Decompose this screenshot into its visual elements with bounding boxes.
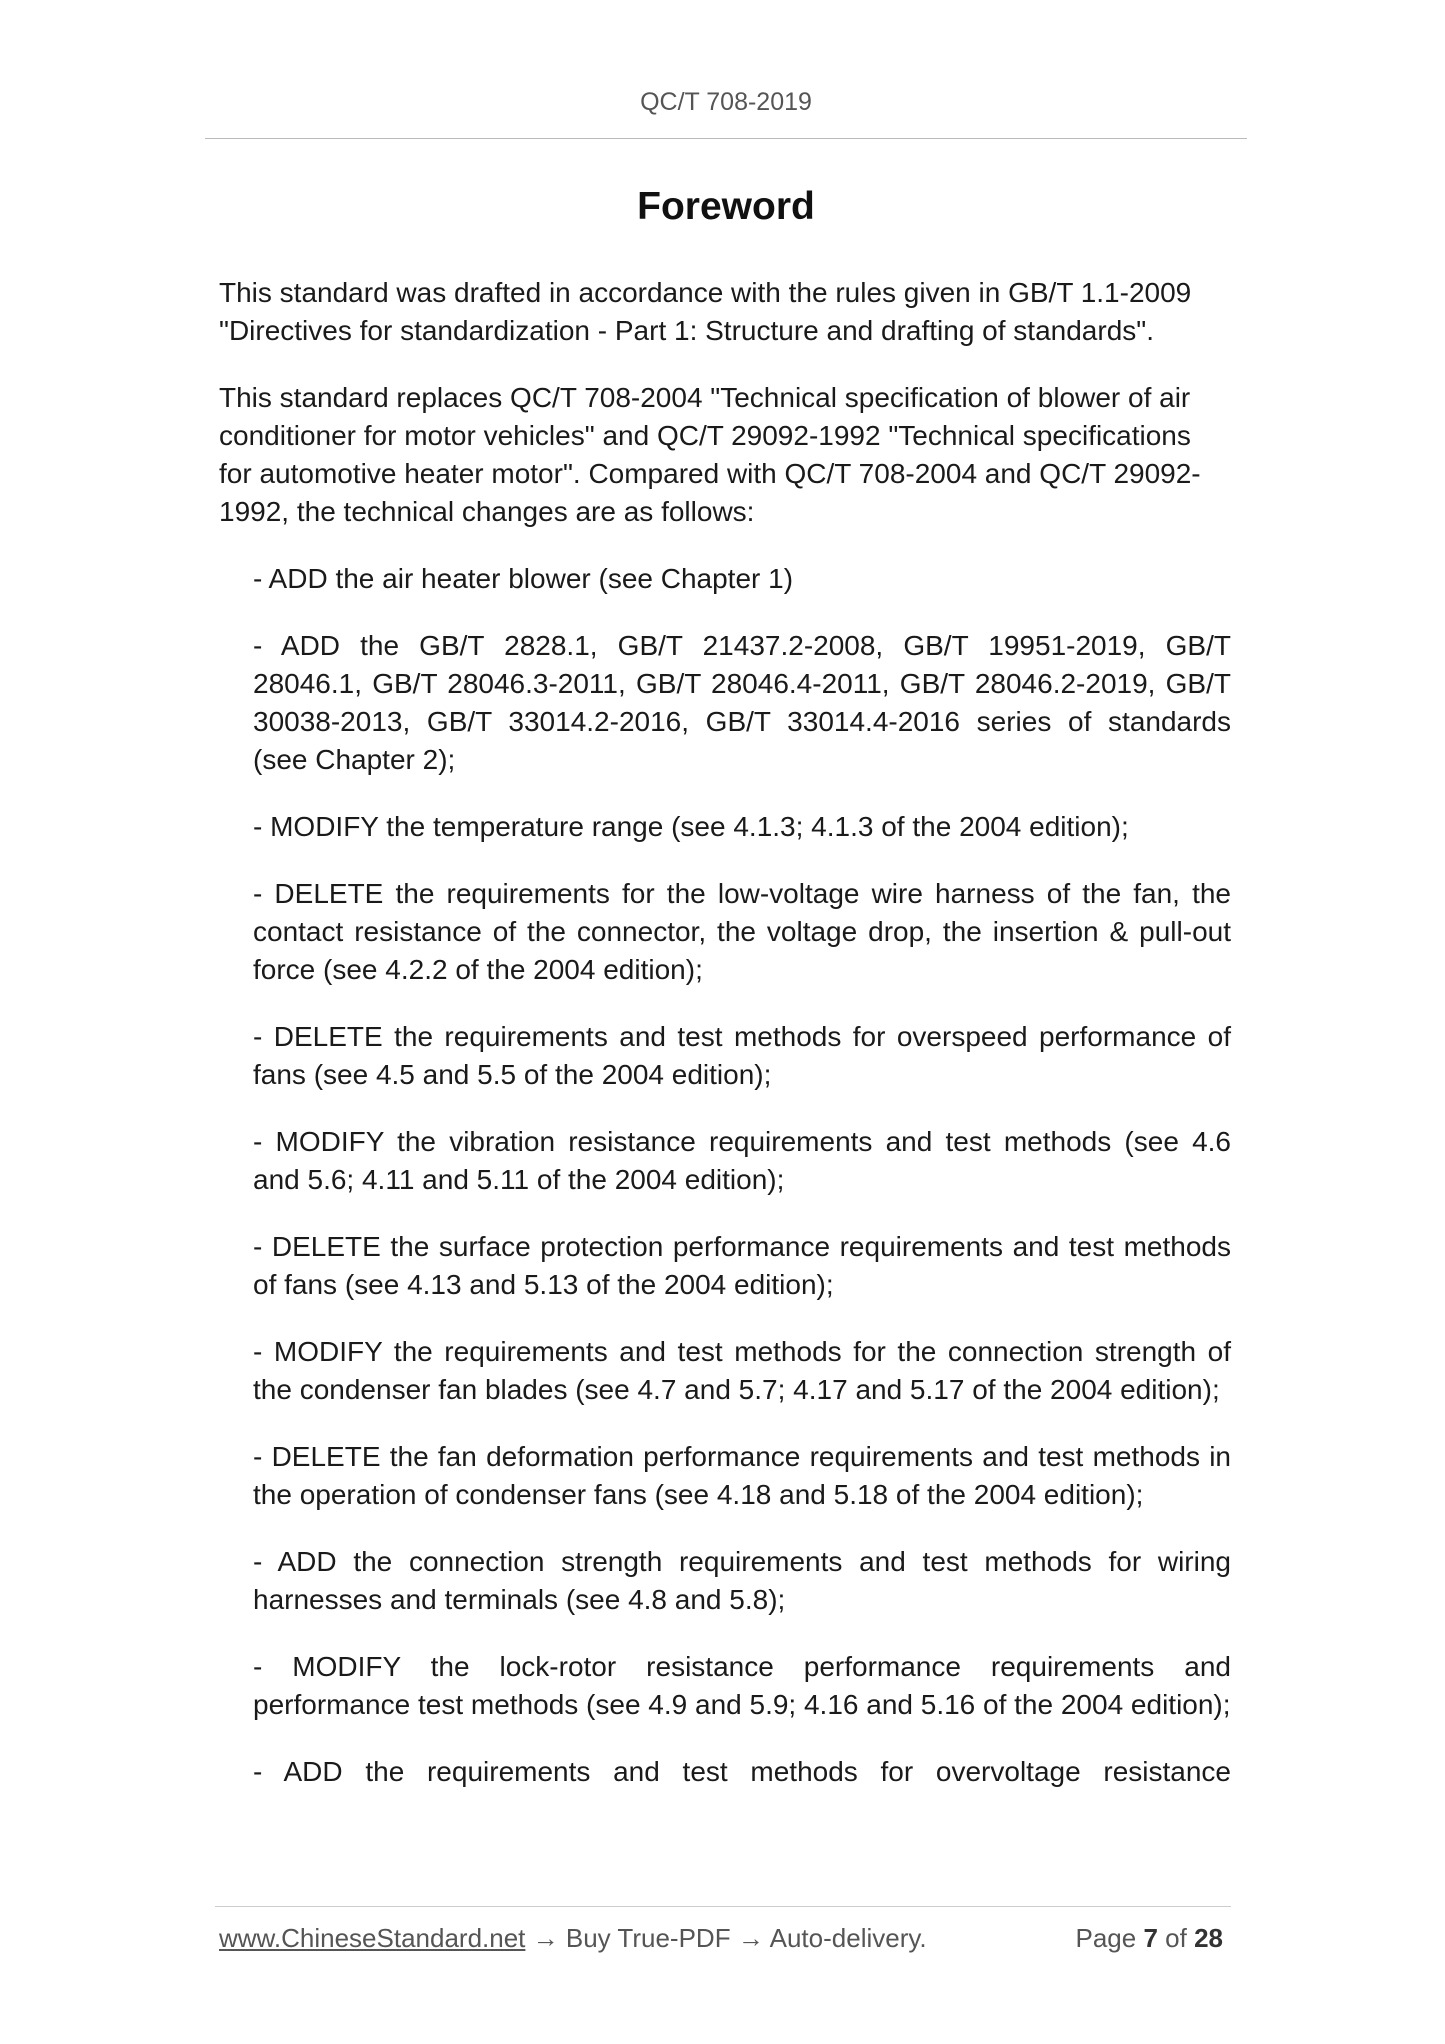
page-title: Foreword bbox=[637, 185, 815, 228]
change-item: - DELETE the requirements and test methods for overspeed performance of fans (see 4.5 and 5.5 of the 2004 edition); bbox=[253, 1021, 1231, 1090]
intro-paragraph: This standard was drafted in accordance with the rules given in GB/T 1.1-2009 "Directives for standardization - Part 1: Structure and drafting of standards". bbox=[219, 277, 1192, 346]
change-item: - MODIFY the vibration resistance requirements and test methods (see 4.6 and 5.6; 4.11 and 5.11 of the 2004 edition); bbox=[253, 1126, 1231, 1195]
page-label: Page bbox=[1075, 1923, 1137, 1953]
change-item: - DELETE the fan deformation performance requirements and test methods in the operation of condenser fans (see 4.18 and 5.18 of the 2004 edition); bbox=[253, 1441, 1231, 1510]
change-item: - DELETE the requirements for the low-voltage wire harness of the fan, the contact resistance of the connector, the voltage drop, the insertion & pull-out force (see 4.2.2 of the 2004 edition); bbox=[253, 878, 1231, 985]
change-item: - MODIFY the requirements and test methods for the connection strength of the condenser fan blades (see 4.7 and 5.7; 4.17 and 5.17 of the 2004 edition); bbox=[253, 1336, 1231, 1405]
document-code-header: QC/T 708-2019 bbox=[640, 88, 812, 116]
change-item: - ADD the air heater blower (see Chapter 1) bbox=[253, 563, 794, 594]
change-item: - ADD the requirements and test methods for overvoltage resistance bbox=[253, 1756, 1231, 1787]
arrow-icon: → bbox=[532, 1923, 559, 1953]
footer-divider bbox=[215, 1906, 1231, 1907]
change-item: - ADD the GB/T 2828.1, GB/T 21437.2-2008, GB/T 19951-2019, GB/T 28046.1, GB/T 28046.3-2011, GB/T 28046.4-2011, GB/T 28046.2-2019, GB/T 30038-2013, GB/T 33014.2-2016, GB/T 33014.4-2016 series of standards (see Chapter 2); bbox=[253, 630, 1231, 775]
arrow-icon: → bbox=[737, 1923, 764, 1953]
change-item: - ADD the connection strength requirements and test methods for wiring harnesses and terminals (see 4.8 and 5.8); bbox=[253, 1546, 1231, 1615]
page-total: 28 bbox=[1194, 1923, 1223, 1953]
replacement-paragraph: This standard replaces QC/T 708-2004 "Technical specification of blower of air conditioner for motor vehicles" and QC/T 29092-1992 "Technical specifications for automotive heater motor". Compared with QC/T 708-2004 and QC/T 29092-1992, the technical changes are as follows: bbox=[219, 382, 1201, 527]
delivery-text: Auto-delivery. bbox=[769, 1923, 927, 1953]
change-item: - MODIFY the lock-rotor resistance performance requirements and performance test methods (see 4.9 and 5.9; 4.16 and 5.16 of the 2004 edition); bbox=[253, 1651, 1231, 1720]
footer-promo bbox=[219, 1923, 927, 1954]
buy-text: Buy True-PDF bbox=[565, 1923, 731, 1953]
page-number bbox=[1075, 1923, 1223, 1954]
change-item: - DELETE the surface protection performance requirements and test methods of fans (see 4.13 and 5.13 of the 2004 edition); bbox=[253, 1231, 1231, 1300]
chinese-standard-link[interactable]: www.ChineseStandard.net bbox=[219, 1923, 526, 1953]
page-of-label: of bbox=[1165, 1923, 1187, 1953]
header-divider bbox=[205, 138, 1247, 139]
page-current: 7 bbox=[1143, 1923, 1158, 1953]
foreword-body bbox=[219, 274, 1231, 1791]
change-item: - MODIFY the temperature range (see 4.1.3; 4.1.3 of the 2004 edition); bbox=[253, 811, 1129, 842]
